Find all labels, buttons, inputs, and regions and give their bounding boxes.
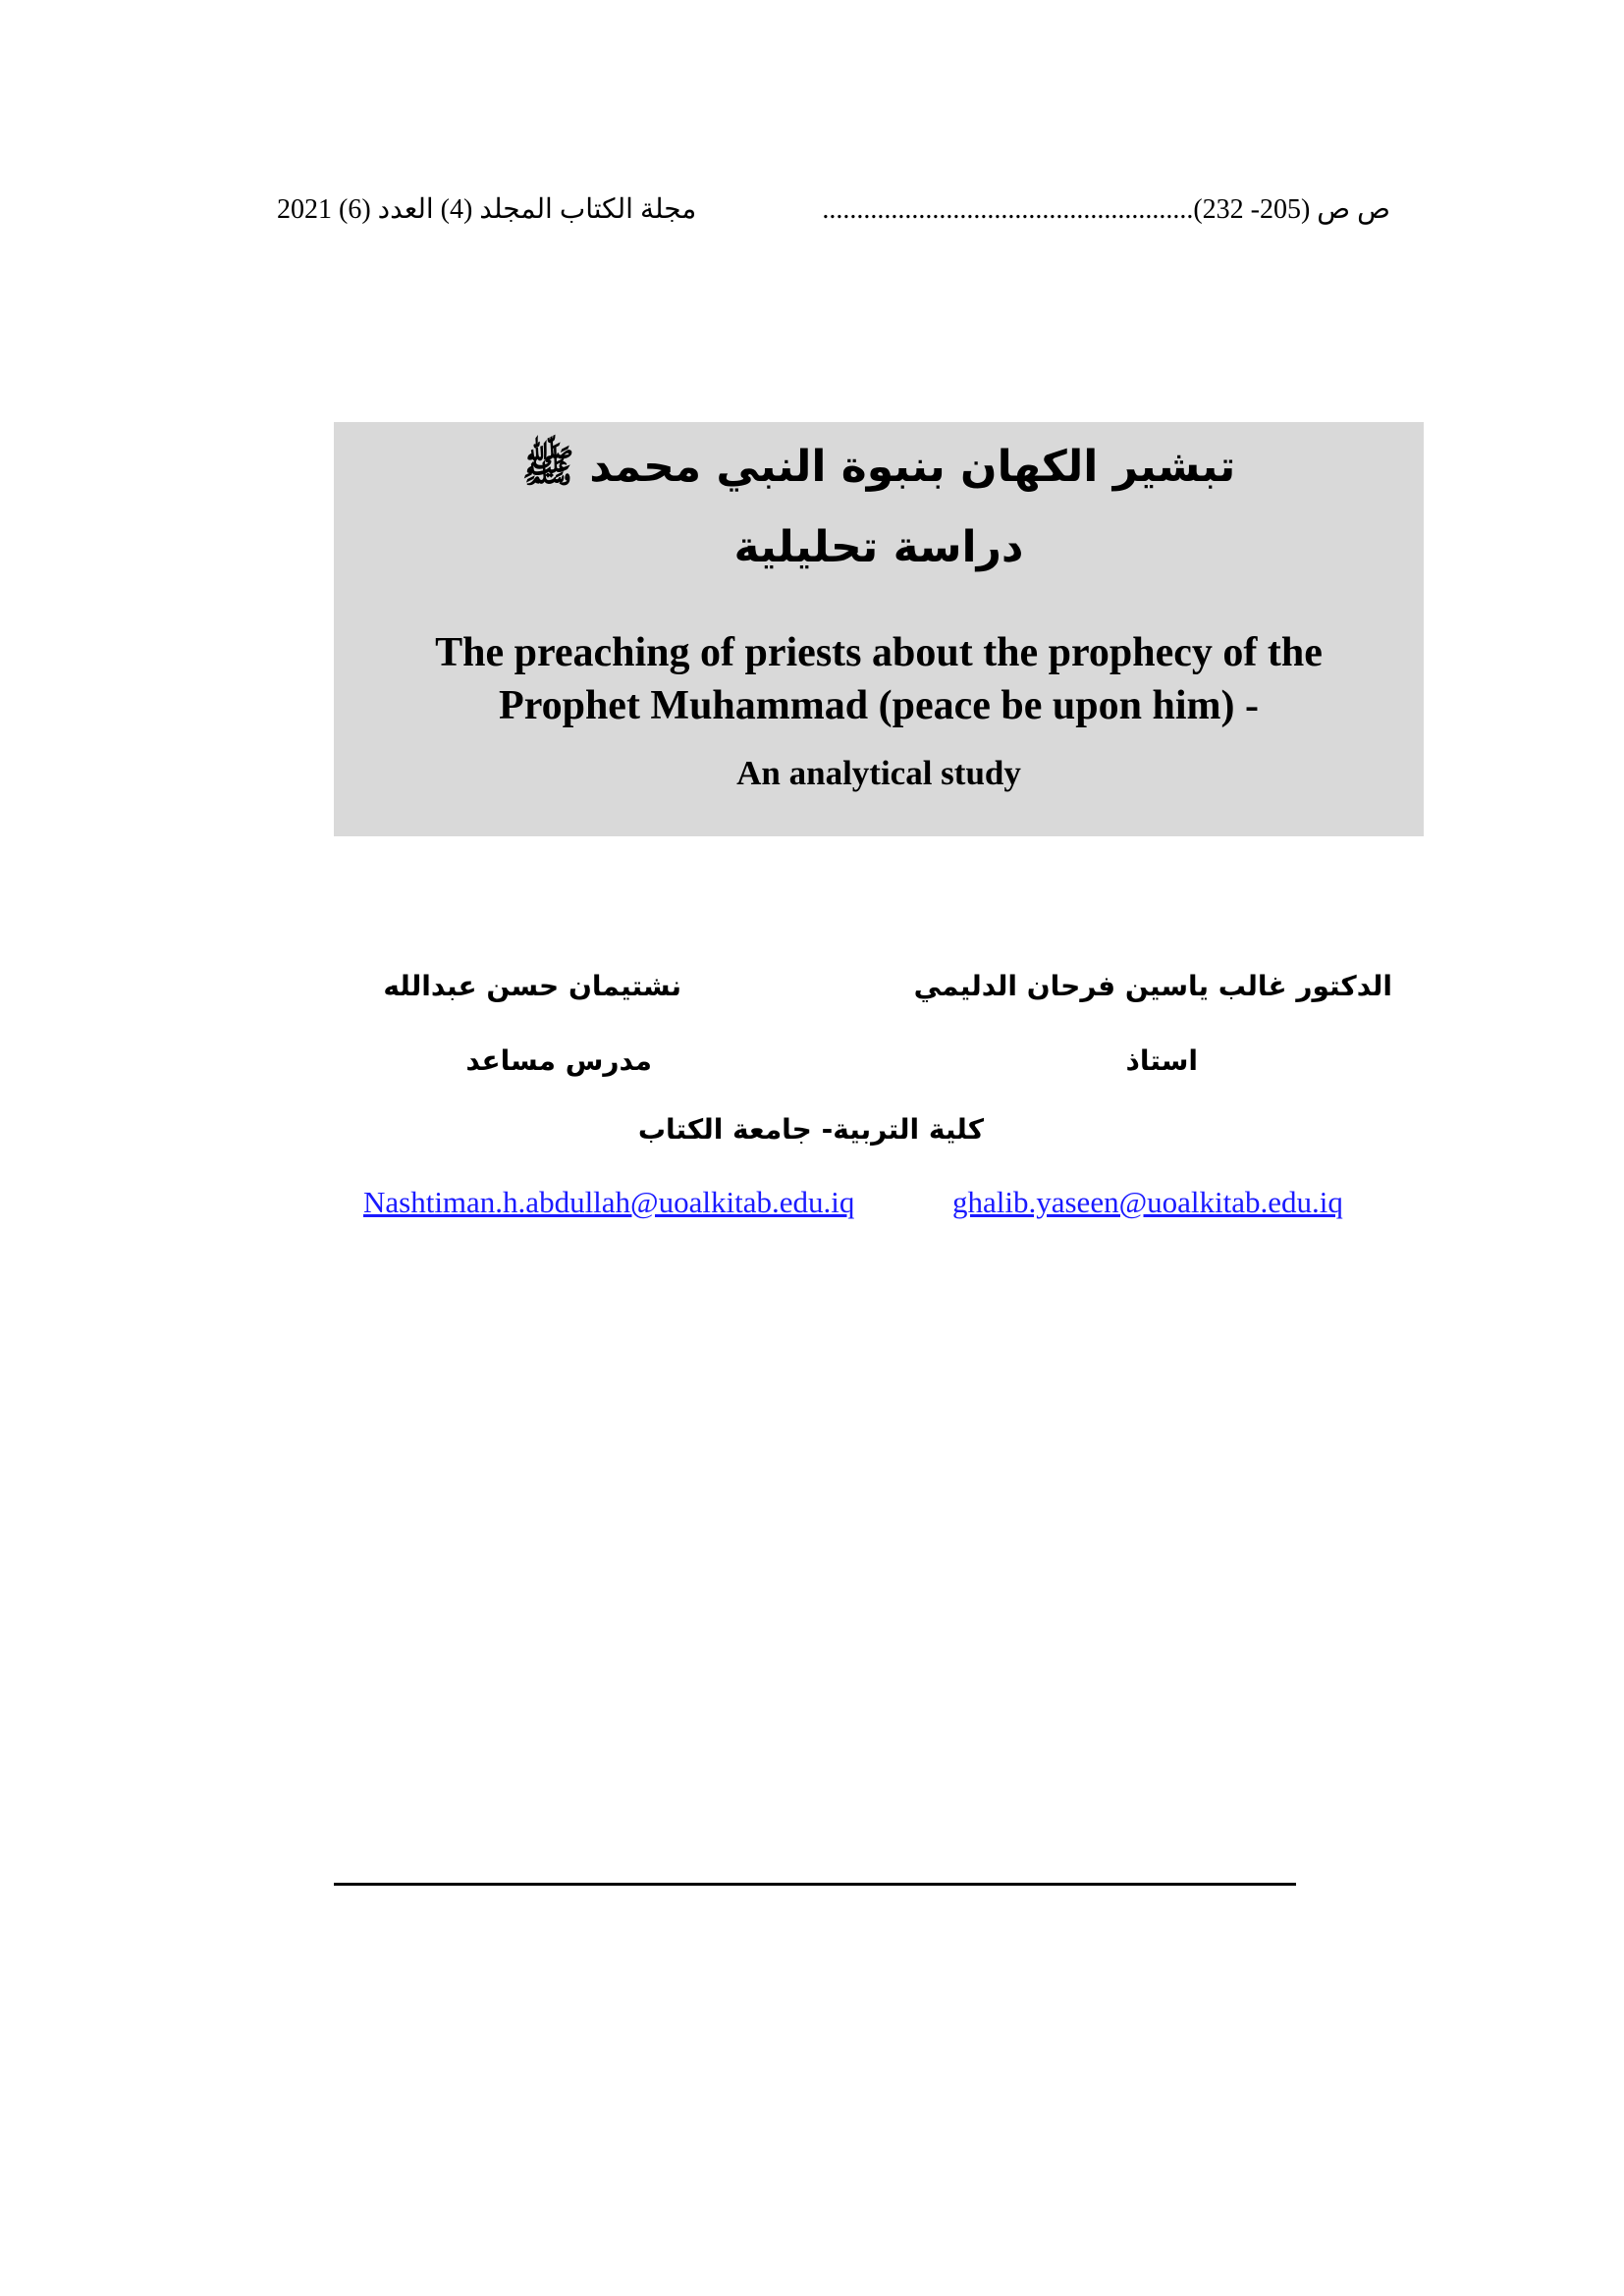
author2-rank: مدرس مساعد: [465, 1044, 652, 1077]
author1-rank: استاذ: [1125, 1044, 1198, 1077]
english-title-line2: Prophet Muhammad (peace be upon him) -: [499, 683, 1259, 728]
author2-email-link[interactable]: Nashtiman.h.abdullah@uoalkitab.edu.iq: [363, 1185, 855, 1219]
english-subtitle: An analytical study: [736, 754, 1021, 792]
author2-name: نشتيمان حسن عبدالله: [383, 970, 681, 1002]
title-box: [334, 422, 1424, 836]
author1-email-link[interactable]: ghalib.yaseen@uoalkitab.edu.iq: [952, 1185, 1343, 1219]
journal-citation: مجلة الكتاب المجلد (4) العدد (6) 2021: [277, 194, 697, 225]
english-title-line1: The preaching of priests about the prophecy of the: [435, 630, 1323, 675]
english-title: [373, 626, 1384, 732]
footnote-separator: [334, 1883, 1296, 1886]
journal-header: [277, 192, 1390, 236]
page-range: ص ص (205- 232)......................................................: [822, 194, 1390, 225]
author1-name: الدكتور غالب ياسين فرحان الدليمي: [913, 970, 1392, 1002]
affiliation: كلية التربية- جامعة الكتاب: [637, 1113, 984, 1146]
arabic-title: تبشير الكهان بنبوة النبي محمد ﷺ: [521, 442, 1236, 492]
arabic-subtitle: دراسة تحليلية: [733, 522, 1024, 572]
